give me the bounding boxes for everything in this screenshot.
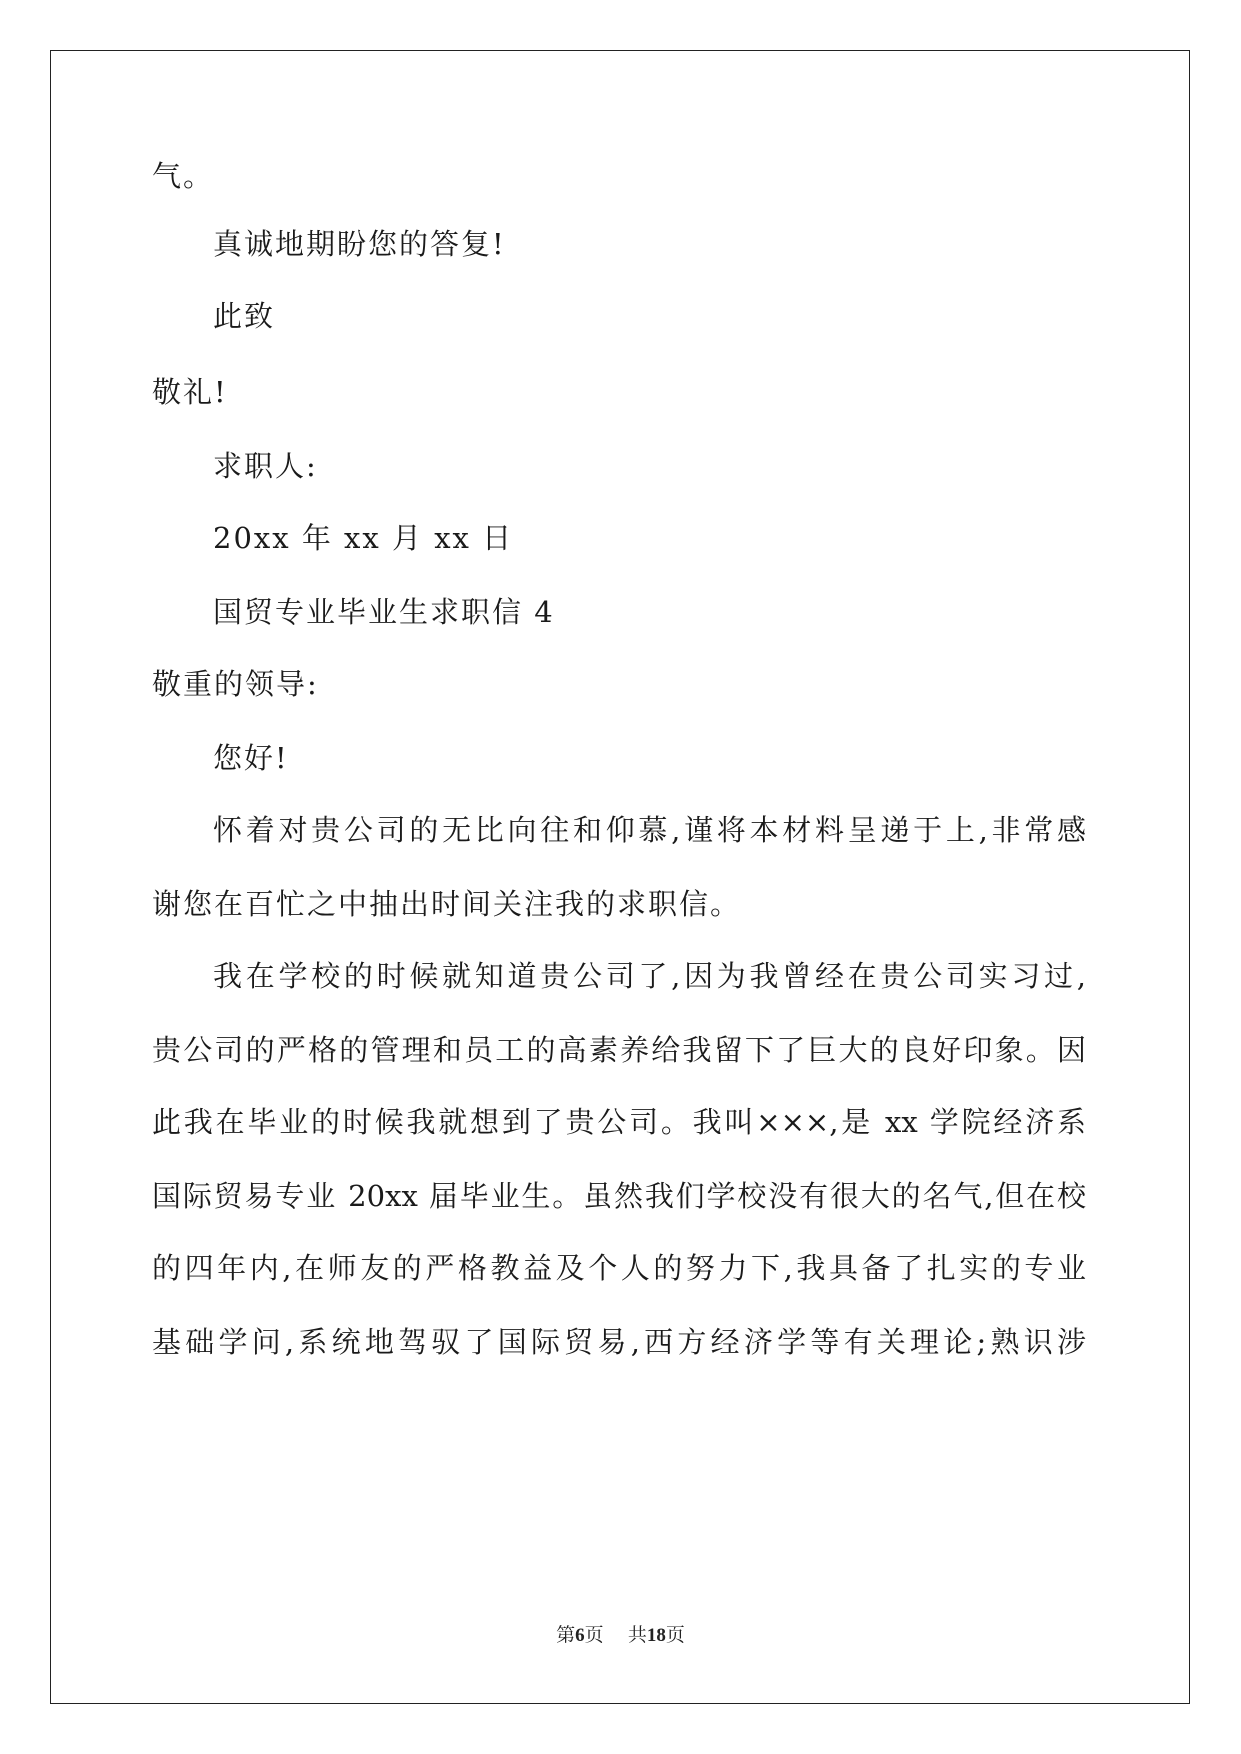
- total-suffix: 页: [665, 1624, 685, 1646]
- text-line-4: 敬礼!: [152, 375, 228, 409]
- text-line-9: 您好!: [213, 741, 289, 775]
- text-line-5: 求职人:: [213, 449, 318, 483]
- page-suffix: 页: [584, 1624, 604, 1646]
- text-line-14: 此我在毕业的时候我就想到了贵公司。我叫×××,是 xx 学院经济系: [152, 1105, 1086, 1139]
- text-line-17: 基础学问,系统地驾驭了国际贸易,西方经济学等有关理论;熟识涉: [152, 1325, 1086, 1359]
- text-line-3: 此致: [213, 299, 276, 333]
- text-line-6: 20xx 年 xx 月 xx 日: [213, 521, 514, 555]
- text-line-15: 国际贸易专业 20xx 届毕业生。虽然我们学校没有很大的名气,但在校: [152, 1179, 1086, 1213]
- text-line-2: 真诚地期盼您的答复!: [213, 227, 506, 261]
- text-line-7: 国贸专业毕业生求职信 4: [213, 595, 555, 629]
- text-line-1: 气。: [152, 159, 215, 193]
- total-pages: 18: [646, 1625, 666, 1646]
- text-line-13: 贵公司的严格的管理和员工的高素养给我留下了巨大的良好印象。因: [152, 1033, 1086, 1067]
- total-prefix: 共: [627, 1624, 647, 1646]
- text-line-11: 谢您在百忙之中抽出时间关注我的求职信。: [152, 887, 742, 921]
- text-line-12: 我在学校的时候就知道贵公司了,因为我曾经在贵公司实习过,: [213, 959, 1086, 993]
- page-number: 6: [575, 1625, 585, 1646]
- page-prefix: 第: [556, 1624, 576, 1646]
- text-line-8: 敬重的领导:: [152, 667, 319, 701]
- text-line-10: 怀着对贵公司的无比向往和仰慕,谨将本材料呈递于上,非常感: [213, 813, 1086, 847]
- text-line-16: 的四年内,在师友的严格教益及个人的努力下,我具备了扎实的专业: [152, 1251, 1086, 1285]
- page-footer: [0, 1620, 1241, 1647]
